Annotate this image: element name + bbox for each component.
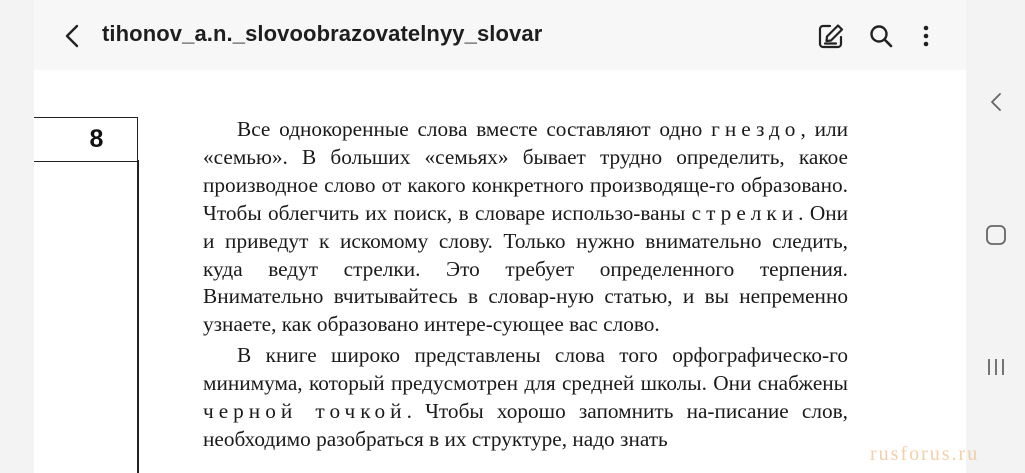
emphasis-chernoy-tochkoy: черной точкой bbox=[203, 399, 407, 424]
page-margin-rule bbox=[137, 160, 139, 473]
text-run: . Чтобы хорошо запомнить на-писание слов, необходимо разобраться в их структуре, надо знать bbox=[203, 399, 848, 451]
text-run: В книге широко представлены слова того орфографическо-го минимума, который предусмотрен для средней школы. Они снабжены bbox=[203, 343, 848, 396]
text-run: , или «семью». В больших «семьях» бывает трудно определить, какое производное слово от какого конкретного производяще-го образовано. Чтобы облегчить их поиск, в словаре использо-ваны bbox=[203, 117, 848, 225]
paragraph-1 bbox=[203, 116, 848, 339]
document-page[interactable] bbox=[34, 70, 966, 473]
watermark: rusforus.ru bbox=[870, 443, 980, 465]
search-icon[interactable] bbox=[865, 20, 897, 52]
edit-icon[interactable] bbox=[815, 20, 847, 52]
nav-home-icon[interactable] bbox=[979, 218, 1013, 252]
page-number: 8 bbox=[89, 125, 104, 153]
emphasis-gnezdo: гнездо bbox=[711, 117, 801, 141]
page-number-box bbox=[34, 117, 138, 162]
more-vert-icon[interactable] bbox=[910, 20, 942, 52]
back-arrow-icon[interactable] bbox=[56, 20, 88, 52]
system-navigation-bar bbox=[966, 0, 1025, 473]
top-app-bar bbox=[34, 0, 966, 70]
paragraph-2 bbox=[203, 342, 848, 454]
document-title: tihonov_a.n._slovoobrazovatelnyy_slovar bbox=[102, 21, 543, 46]
page-body-text bbox=[203, 116, 848, 454]
reader-app bbox=[34, 0, 966, 473]
text-run: Все однокоренные слова вместе составляют одно bbox=[237, 117, 712, 141]
text-run: . Они и приведут к искомому слову. Только нужно внимательно следить, куда ведут стрелки. Это требует определенного терпения. Внимательно вчитывайтесь в словар-ную статью, и вы непременно узнаете, как образовано интере-сующее вас слово. bbox=[203, 200, 849, 337]
emphasis-strelki: стрелки bbox=[691, 200, 799, 225]
nav-back-icon[interactable] bbox=[979, 85, 1013, 119]
nav-recents-icon[interactable] bbox=[979, 350, 1013, 384]
